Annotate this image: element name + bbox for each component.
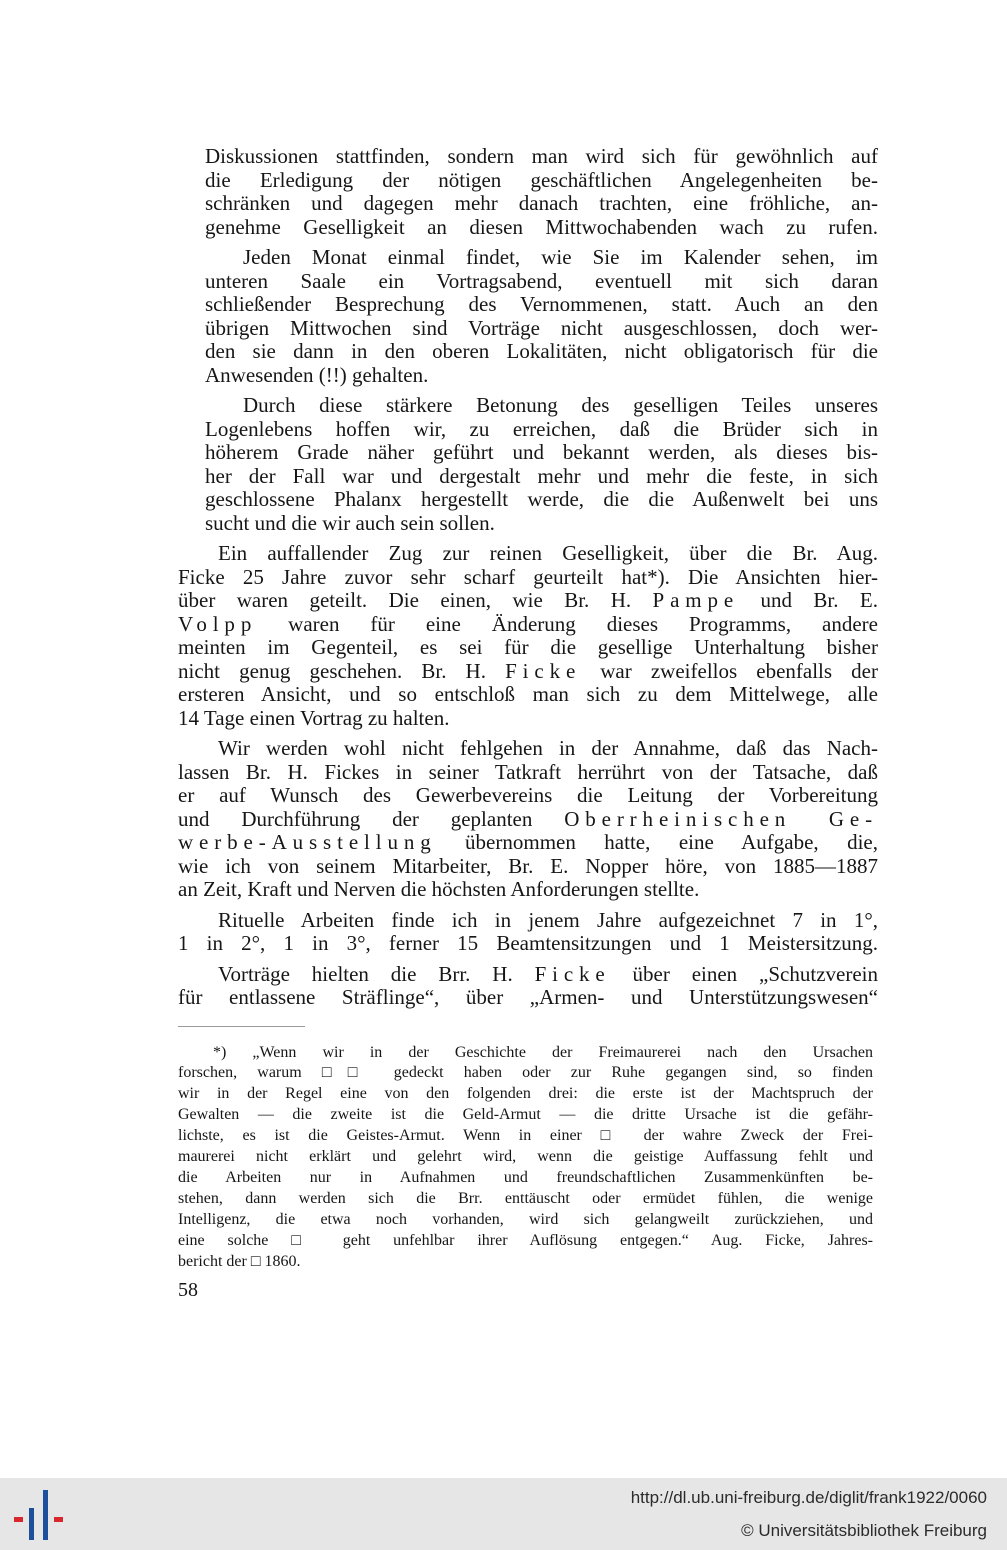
copyright-notice: © Universitätsbibliothek Freiburg [741,1521,987,1540]
text-segment: über einen „Schutzverein [610,962,878,987]
text-line: den sie dann in den oberen Lokalitäten, nicht obligatorisch für die [205,339,878,364]
quoted-paragraph [178,394,878,535]
emphasized-text: Pampe [652,588,740,613]
footnote-line: Intelligenz, die etwa noch vorhanden, wird sich gelangweilt zurückziehen, und [178,1210,873,1228]
text-line: Diskussionen stattfinden, sondern man wird sich für gewöhnlich auf [205,144,878,169]
emphasized-text: werbe-Ausstellung [178,830,437,855]
text-line [178,589,878,612]
text-line: schließender Besprechung des Vernommenen, statt. Auch an den [205,292,878,317]
text-segment: und Durchführung der geplanten [178,806,565,831]
text-line: er auf Wunsch des Gewerbevereins die Leitung der Vorbereitung [178,783,878,808]
footnote-line: bericht der □ 1860. [178,1252,301,1270]
text-line: für entlassene Sträflinge“, über „Armen- und Unterstützungswesen“ [178,985,878,1010]
footnote-rule [178,1026,305,1027]
logo-red-mark [54,1517,63,1522]
text-line: Anwesenden (!!) gehalten. [205,362,429,387]
permalink-url: http://dl.ub.uni-freiburg.de/diglit/frank1922/0060 [630,1488,987,1507]
text-line: schränken und dagegen mehr danach trachten, eine fröhliche, an- [205,191,878,216]
main-text-block [178,145,878,1010]
text-line: übrigen Mittwochen sind Vorträge nicht ausgeschlossen, doch wer- [205,315,878,340]
text-line [178,613,878,636]
text-line: lassen Br. H. Fickes in seiner Tatkraft herrührt von der Tatsache, daß [178,759,878,784]
text-line: höherem Grade näher geführt und bekannt werden, als dieses bis- [205,440,878,465]
text-segment: übernommen hatte, eine Aufgabe, die, [436,830,878,855]
footnote-line: stehen, dann werden sich die Brr. enttäuscht oder ermüdet fühlen, die wenige [178,1189,873,1207]
text-line: geschlossene Phalanx hergestellt werde, die die Außenwelt bei uns [205,487,878,512]
text-segment: nicht genug geschehen. Br. H. [178,658,506,683]
text-segment: und Br. E. [739,588,879,613]
text-line: 14 Tage einen Vortrag zu halten. [178,705,450,730]
footnote [178,1043,873,1273]
text-line: Ficke 25 Jahre zuvor sehr scharf geurteilt hat*). Die Ansichten hier- [178,564,878,589]
text-line: an Zeit, Kraft und Nerven die höchsten Anforderungen stellte. [178,877,700,902]
text-line: die Erledigung der nötigen geschäftlichen Angelegenheiten be- [205,167,878,192]
body-paragraph [178,909,878,956]
emphasized-text: Ficke [534,962,611,987]
text-line [178,831,878,854]
text-line: 1 in 2°, 1 in 3°, ferner 15 Beamtensitzungen und 1 Meistersitzung. [178,931,878,956]
logo-blue-bar [43,1490,48,1540]
text-line: Durch diese stärkere Betonung des geselligen Teiles unseres [243,393,878,418]
footnote-paragraph [178,1043,873,1273]
text-line: her der Fall war und dergestalt mehr und mehr die feste, in sich [205,463,878,488]
text-line [178,808,878,831]
body-paragraph [178,963,878,1010]
text-segment: über waren geteilt. Die einen, wie Br. H. [178,588,653,613]
footnote-line: *) „Wenn wir in der Geschichte der Freimaurerei nach den Ursachen [213,1043,873,1061]
text-line: meinten im Gegenteil, es sei für die gesellige Unterhaltung bisher [178,635,878,660]
logo-blue-bar [29,1508,34,1540]
footnote-line: lichste, es ist die Geistes-Armut. Wenn in einer □ der wahre Zweck der Frei- [178,1127,873,1145]
footnote-line: forschen, warum □□ gedeckt haben oder zur Ruhe gegangen sind, so finden [178,1064,873,1082]
text-line: Rituelle Arbeiten finde ich in jenem Jahre aufgezeichnet 7 in 1°, [218,907,878,932]
text-line: Wir werden wohl nicht fehlgehen in der Annahme, daß das Nach- [218,736,878,761]
text-line: ersteren Ansicht, und so entschloß man sich zu dem Mittelwege, alle [178,682,878,707]
quoted-paragraph [178,145,878,239]
footnote-line: wir in der Regel eine von den folgenden drei: die erste ist der Machtspruch der [178,1085,873,1103]
emphasized-text: Ficke [505,658,582,683]
text-line: genehme Geselligkeit an diesen Mittwochabenden wach zu rufen. [205,214,878,239]
footnote-line: eine solche □ geht unfehlbar ihrer Auflösung entgegen.“ Aug. Ficke, Jahres- [178,1231,873,1249]
text-segment: war zweifellos ebenfalls der [581,658,878,683]
footnote-line: maurerei nicht erklärt und gelehrt wird, wenn die geistige Auffassung fehlt und [178,1148,873,1166]
text-line: sucht und die wir auch sein sollen. [205,510,495,535]
body-paragraph [178,737,878,901]
quoted-paragraph [178,246,878,387]
text-line: unteren Saale ein Vortragsabend, eventuell mit sich daran [205,268,878,293]
text-segment: waren für eine Änderung dieses Programms, andere [257,611,878,636]
emphasized-text: Volpp [178,611,258,636]
logo-red-mark [14,1517,23,1522]
footer-bar [0,1478,1007,1550]
footnote-line: Gewalten — die zweite ist die Geld-Armut — die dritte Ursache ist die gefähr- [178,1106,873,1124]
library-logo-icon [0,1478,80,1550]
text-line: wie ich von seinem Mitarbeiter, Br. E. Nopper höre, von 1885—1887 [178,853,878,878]
emphasized-text: Oberrheinischen Ge- [564,806,878,831]
footnote-line: die Arbeiten nur in Aufnahmen und freundschaftlichen Zusammenkünften be- [178,1168,873,1186]
text-line [178,660,878,683]
text-line [178,963,878,986]
body-paragraph [178,542,878,730]
text-segment: Vorträge hielten die Brr. H. [218,962,535,987]
page-number: 58 [178,1279,198,1301]
text-line: Logenlebens hoffen wir, zu erreichen, daß die Brüder sich in [205,416,878,441]
text-line: Jeden Monat einmal findet, wie Sie im Kalender sehen, im [243,245,878,270]
text-line: Ein auffallender Zug zur reinen Geselligkeit, über die Br. Aug. [218,541,878,566]
